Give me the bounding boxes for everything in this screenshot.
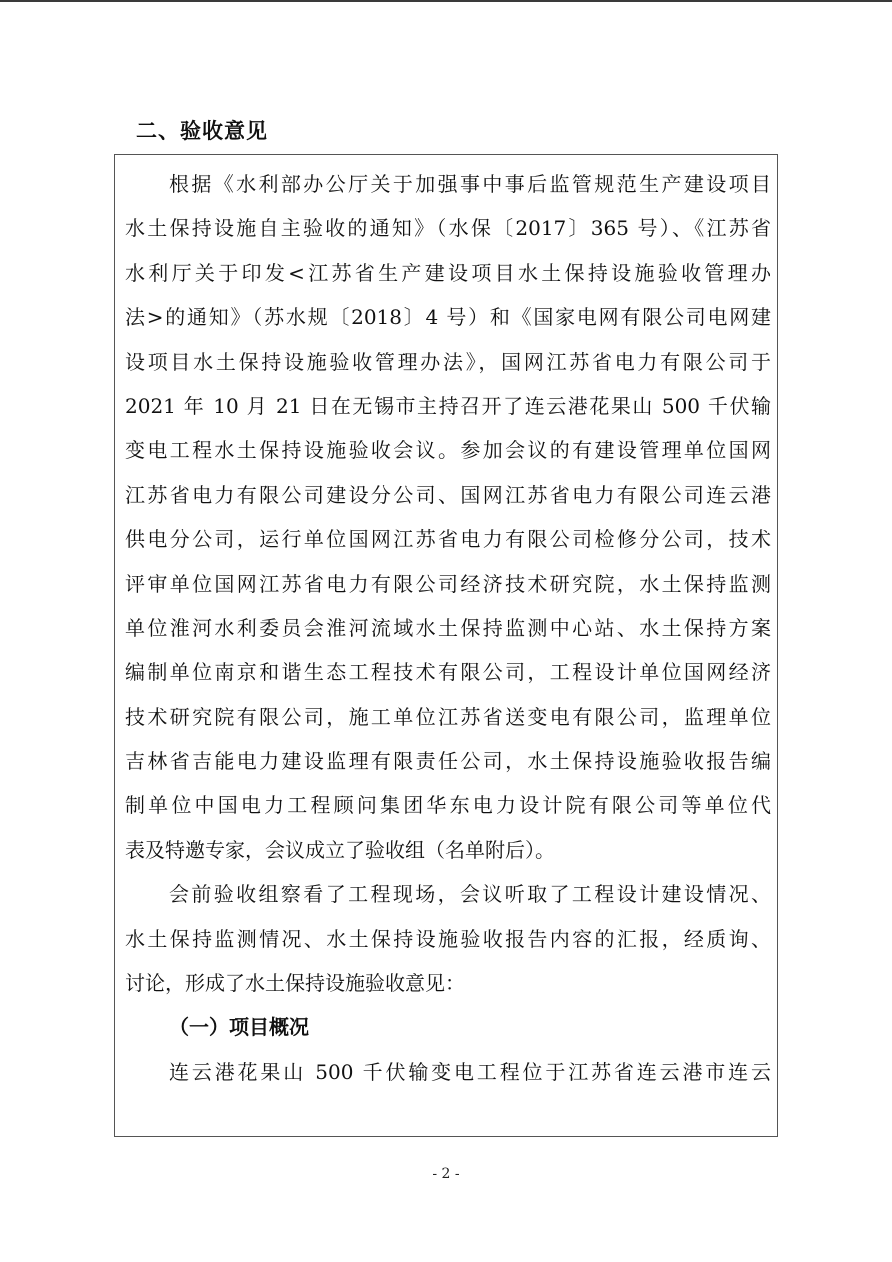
text-line: 讨论，形成了水土保持设施验收意见： — [125, 971, 465, 996]
text-line: 变电工程水土保持设施验收会议。参加会议的有建设管理单位国网 — [125, 438, 771, 463]
text-line: 法>的通知》（苏水规〔2018〕4 号）和《国家电网有限公司电网建 — [125, 305, 771, 330]
subheading-project-overview: （一）项目概况 — [169, 1015, 309, 1040]
text-line: 表及特邀专家，会议成立了验收组（名单附后）。 — [125, 837, 555, 862]
text-line: 供电分公司，运行单位国网江苏省电力有限公司检修分公司，技术 — [125, 527, 771, 552]
text-line: 水土保持设施自主验收的通知》（水保〔2017〕365 号）、《江苏省 — [125, 216, 771, 241]
content-box — [114, 154, 778, 1137]
paragraph-project — [125, 1050, 771, 1094]
text-line: 2021 年 10 月 21 日在无锡市主持召开了连云港花果山 500 千伏输 — [125, 393, 771, 418]
page-top-edge — [0, 0, 892, 2]
text-line: 水利厅关于印发<江苏省生产建设项目水土保持设施验收管理办 — [125, 260, 771, 285]
paragraph-meeting — [125, 872, 771, 1005]
text-line: 制单位中国电力工程顾问集团华东电力设计院有限公司等单位代 — [125, 793, 771, 818]
content-inner — [125, 162, 771, 1094]
text-line: 评审单位国网江苏省电力有限公司经济技术研究院，水土保持监测 — [125, 571, 771, 596]
text-line: 根据《水利部办公厅关于加强事中事后监管规范生产建设项目 — [169, 172, 771, 196]
text-line: 吉林省吉能电力建设监理有限责任公司，水土保持设施验收报告编 — [125, 749, 771, 774]
section-heading: 二、验收意见 — [136, 118, 268, 143]
text-line: 单位淮河水利委员会淮河流域水土保持监测中心站、水土保持方案 — [125, 615, 771, 640]
page-number: - 2 - — [432, 1166, 460, 1182]
paragraph-basis — [125, 162, 771, 872]
text-line: 江苏省电力有限公司建设分公司、国网江苏省电力有限公司连云港 — [125, 482, 771, 507]
text-line: 设项目水土保持设施验收管理办法》，国网江苏省电力有限公司于 — [125, 349, 771, 374]
text-line: 技术研究院有限公司，施工单位江苏省送变电有限公司，监理单位 — [125, 704, 771, 729]
text-line: 编制单位南京和谐生态工程技术有限公司，工程设计单位国网经济 — [125, 660, 771, 685]
text-line: 水土保持监测情况、水土保持设施验收报告内容的汇报，经质询、 — [125, 926, 771, 951]
text-line: 会前验收组察看了工程现场，会议听取了工程设计建设情况、 — [169, 882, 771, 907]
text-line: 连云港花果山 500 千伏输变电工程位于江苏省连云港市连云 — [169, 1059, 771, 1084]
